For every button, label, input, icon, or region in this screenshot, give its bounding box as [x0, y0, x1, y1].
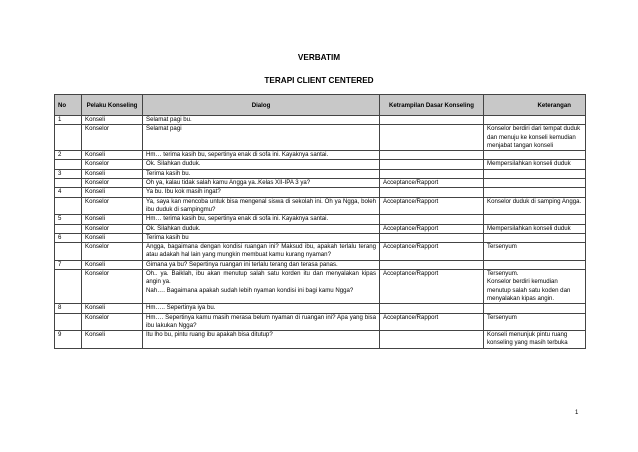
cell-dialog: Selamat pagi bu. — [143, 116, 380, 125]
cell-no — [55, 243, 82, 261]
cell-dialog: Hm….. Sepertinya iya bu. — [143, 304, 380, 313]
cell-no — [55, 197, 82, 215]
cell-keterampilan: Acceptance/Rapport — [380, 243, 484, 261]
header-keterampilan: Ketrampilan Dasar Konseling — [380, 95, 484, 116]
table-row — [55, 243, 586, 261]
cell-keterampilan — [380, 125, 484, 151]
table-row — [55, 151, 586, 160]
cell-keterampilan: Acceptance/Rapport — [380, 270, 484, 304]
cell-no: 9 — [55, 331, 82, 349]
table-body — [55, 116, 586, 349]
cell-no — [55, 179, 82, 188]
cell-keterangan — [484, 169, 586, 178]
cell-keterangan — [484, 188, 586, 197]
cell-no: 2 — [55, 151, 82, 160]
cell-keterampilan — [380, 160, 484, 169]
cell-dialog: Ya bu. Ibu kok masih ingat? — [143, 188, 380, 197]
cell-keterangan: Tersenyum — [484, 313, 586, 331]
cell-pelaku: Konseli — [82, 331, 143, 349]
cell-dialog: Hm…. Sepertinya kamu masih merasa belum nyaman di ruangan ini? Apa yang bisa ibu lakukan Ngga? — [143, 313, 380, 331]
document-subtitle: TERAPI CLIENT CENTERED — [264, 76, 374, 85]
cell-pelaku: Konseli — [82, 215, 143, 224]
table-row — [55, 125, 586, 151]
cell-keterangan — [484, 215, 586, 224]
cell-no: 6 — [55, 233, 82, 242]
cell-no: 3 — [55, 169, 82, 178]
cell-pelaku: Konseli — [82, 233, 143, 242]
cell-keterampilan: Acceptance/Rapport — [380, 224, 484, 233]
cell-keterampilan — [380, 188, 484, 197]
cell-pelaku: Konseli — [82, 169, 143, 178]
table-header-row — [55, 95, 586, 116]
cell-no: 5 — [55, 215, 82, 224]
cell-keterangan — [484, 116, 586, 125]
cell-no — [55, 270, 82, 304]
cell-keterangan — [484, 260, 586, 269]
cell-pelaku: Konselor — [82, 313, 143, 331]
cell-keterangan: Konselor duduk di samping Angga. — [484, 197, 586, 215]
document-title: VERBATIM — [297, 53, 341, 62]
cell-no — [55, 313, 82, 331]
cell-no — [55, 160, 82, 169]
table-row — [55, 179, 586, 188]
cell-keterangan — [484, 233, 586, 242]
cell-keterangan: Konselor berdiri dari tempat duduk dan menuju ke konseli kemudian menjabat tangan konseli — [484, 125, 586, 151]
cell-keterampilan — [380, 116, 484, 125]
table-row — [55, 304, 586, 313]
table-row — [55, 233, 586, 242]
cell-dialog: Oh ya, kalau tidak salah kamu Angga ya..Kelas XII-IPA 3 ya? — [143, 179, 380, 188]
cell-pelaku: Konselor — [82, 270, 143, 304]
header-keterangan: Keterangan — [484, 95, 586, 116]
cell-pelaku: Konselor — [82, 179, 143, 188]
cell-keterangan: Mempersilahkan konseli duduk — [484, 160, 586, 169]
cell-dialog: Ok. Silahkan duduk. — [143, 224, 380, 233]
table-row — [55, 197, 586, 215]
cell-dialog: Ya, saya kan mencoba untuk bisa mengenal siswa di sekolah ini. Oh ya Ngga, boleh ibu duduk di sampingmu? — [143, 197, 380, 215]
cell-keterampilan: Acceptance/Rapport — [380, 197, 484, 215]
cell-pelaku: Konseli — [82, 304, 143, 313]
cell-keterampilan — [380, 169, 484, 178]
table-row — [55, 188, 586, 197]
cell-keterampilan — [380, 304, 484, 313]
cell-keterangan: Konseli menunjuk pintu ruang konseling yang masih terbuka — [484, 331, 586, 349]
cell-no — [55, 224, 82, 233]
cell-keterangan: Tersenyum — [484, 243, 586, 261]
cell-dialog: Hm… terima kasih bu, sepertinya enak di sofa ini. Kayaknya santai. — [143, 151, 380, 160]
cell-pelaku: Konselor — [82, 243, 143, 261]
table-row — [55, 224, 586, 233]
table-row — [55, 260, 586, 269]
cell-no: 1 — [55, 116, 82, 125]
cell-keterampilan — [380, 260, 484, 269]
cell-keterampilan — [380, 215, 484, 224]
cell-no: 8 — [55, 304, 82, 313]
cell-keterangan: Mempersilahkan konseli duduk — [484, 224, 586, 233]
cell-keterampilan — [380, 331, 484, 349]
cell-keterangan — [484, 179, 586, 188]
cell-dialog: Oh.. ya. Baiklah, ibu akan menutup salah satu korden itu dan menyalakan kipas angin ya. Nah…. Bagaimana apakah sudah lebih nyaman kondisi ini bagi kamu Ngga? — [143, 270, 380, 304]
cell-pelaku: Konseli — [82, 188, 143, 197]
cell-keterampilan: Acceptance/Rapport — [380, 313, 484, 331]
cell-dialog: Gimana ya bu? Sepertinya ruangan ini terlalu terang dan terasa panas. — [143, 260, 380, 269]
cell-pelaku: Konselor — [82, 125, 143, 151]
cell-keterampilan: Acceptance/Rapport — [380, 179, 484, 188]
cell-pelaku: Konselor — [82, 197, 143, 215]
cell-pelaku: Konseli — [82, 116, 143, 125]
cell-keterangan: Tersenyum. Konselor berdiri kemudian menutup salah satu koden dan menyalakan kipas angin. — [484, 270, 586, 304]
cell-dialog: Angga, bagaimana dengan kondisi ruangan ini? Maksud ibu, apakah terlalu terang atau adakah hal lain yang mungkin membuat kamu kurang nyaman? — [143, 243, 380, 261]
cell-dialog: Terima kasih bu. — [143, 169, 380, 178]
cell-dialog: Selamat pagi — [143, 125, 380, 151]
cell-dialog: Itu lho bu, pintu ruang ibu apakah bisa ditutup? — [143, 331, 380, 349]
table-row — [55, 215, 586, 224]
cell-pelaku: Konselor — [82, 224, 143, 233]
table-row — [55, 270, 586, 304]
cell-keterangan — [484, 304, 586, 313]
cell-keterangan — [484, 151, 586, 160]
header-dialog: Dialog — [143, 95, 380, 116]
table-row — [55, 313, 586, 331]
page-number: 1 — [575, 410, 579, 416]
cell-pelaku: Konseli — [82, 260, 143, 269]
cell-no: 7 — [55, 260, 82, 269]
cell-keterampilan — [380, 233, 484, 242]
header-no: No — [55, 95, 82, 116]
cell-no — [55, 125, 82, 151]
cell-pelaku: Konseli — [82, 151, 143, 160]
cell-pelaku: Konselor — [82, 160, 143, 169]
verbatim-table — [54, 94, 586, 349]
table-row — [55, 169, 586, 178]
table-row — [55, 116, 586, 125]
cell-no: 4 — [55, 188, 82, 197]
cell-keterampilan — [380, 151, 484, 160]
cell-dialog: Terima kasih bu — [143, 233, 380, 242]
cell-dialog: Hm… terima kasih bu, sepertinya enak di sofa ini. Kayaknya santai. — [143, 215, 380, 224]
cell-dialog: Ok. Silahkan duduk. — [143, 160, 380, 169]
table-row — [55, 331, 586, 349]
table-row — [55, 160, 586, 169]
header-pelaku: Pelaku Konseling — [82, 95, 143, 116]
